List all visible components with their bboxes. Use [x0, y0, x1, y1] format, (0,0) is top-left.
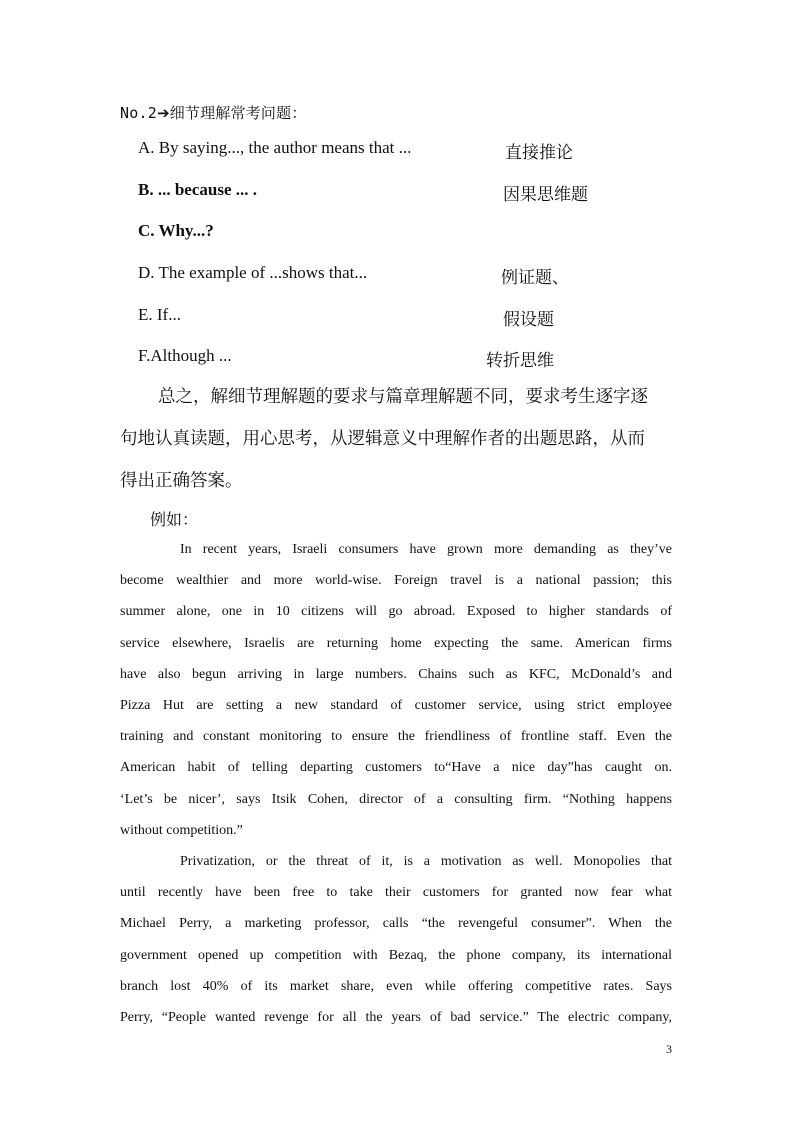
example-label: 例如：: [150, 510, 199, 529]
summary-line: 得出正确答案。: [120, 471, 243, 491]
question-type-row: [138, 221, 698, 247]
passage-line: Michael Perry, a marketing professor, calls “the revengeful consumer”. When the: [120, 916, 672, 932]
question-type-label: E. If...: [138, 305, 181, 324]
passage-line: Privatization, or the threat of it, is a motivation as well. Monopolies that: [180, 854, 672, 869]
heading-text: 细节理解常考问题：: [169, 104, 307, 122]
question-type-category: 直接推论: [505, 143, 573, 163]
passage-line: summer alone, one in 10 citizens will go abroad. Exposed to higher standards of: [120, 604, 672, 620]
passage-line: government opened up competition with Bezaq, the phone company, its international: [120, 947, 672, 963]
question-type-category: 例证题、: [501, 268, 569, 288]
section-heading: [120, 102, 307, 123]
passage-line: Perry, “People wanted revenge for all the years of bad service.” The electric company,: [120, 1009, 672, 1025]
passage-line: become wealthier and more world-wise. Foreign travel is a national passion; this: [120, 573, 672, 589]
passage-line: training and constant monitoring to ensure the friendliness of frontline staff. Even the: [120, 729, 672, 745]
passage-line: without competition.”: [120, 822, 243, 838]
heading-number: No.2: [120, 104, 157, 122]
page-number: 3: [666, 1042, 672, 1056]
passage-paragraph-2: [120, 846, 672, 1033]
passage-line: have also begun arriving in large numbers. Chains such as KFC, McDonald’s and: [120, 666, 672, 682]
question-type-label: B. ... because ... .: [138, 180, 257, 199]
passage-line: ‘Let’s be nicer’, says Itsik Cohen, director of a consulting firm. “Nothing happens: [120, 791, 672, 807]
arrow-icon: ➔: [156, 104, 170, 122]
question-type-label: A. By saying..., the author means that ...: [138, 138, 412, 157]
passage-line: service elsewhere, Israelis are returning home expecting the same. American firms: [120, 635, 672, 651]
passage-line: In recent years, Israeli consumers have grown more demanding as they’ve: [180, 542, 672, 557]
question-type-row: [138, 305, 698, 331]
question-type-row: [138, 180, 698, 206]
question-type-category: 因果思维题: [503, 185, 588, 205]
question-type-category: 转折思维: [486, 351, 554, 371]
question-type-label: D. The example of ...shows that...: [138, 263, 368, 282]
question-type-row: [138, 263, 698, 289]
passage-line: Pizza Hut are setting a new standard of customer service, using strict employee: [120, 697, 672, 713]
passage-paragraph-1: [120, 534, 672, 846]
question-type-category: 假设题: [503, 310, 554, 330]
passage-line: until recently have been free to take their customers for granted now fear what: [120, 885, 672, 901]
summary-line: 总之，解细节理解题的要求与篇章理解题不同，要求考生逐字逐: [158, 387, 648, 407]
passage-line: American habit of telling departing customers to“Have a nice day”has caught on.: [120, 760, 672, 776]
question-type-label: F.Although ...: [138, 346, 232, 365]
passage-line: branch lost 40% of its market share, even while offering competitive rates. Says: [120, 978, 672, 994]
question-type-label: C. Why...?: [138, 221, 214, 240]
summary-paragraph: [120, 376, 676, 502]
question-type-row: [138, 138, 698, 164]
question-type-row: [138, 346, 698, 372]
summary-line: 句地认真读题，用心思考，从逻辑意义中理解作者的出题思路，从而: [120, 429, 645, 449]
